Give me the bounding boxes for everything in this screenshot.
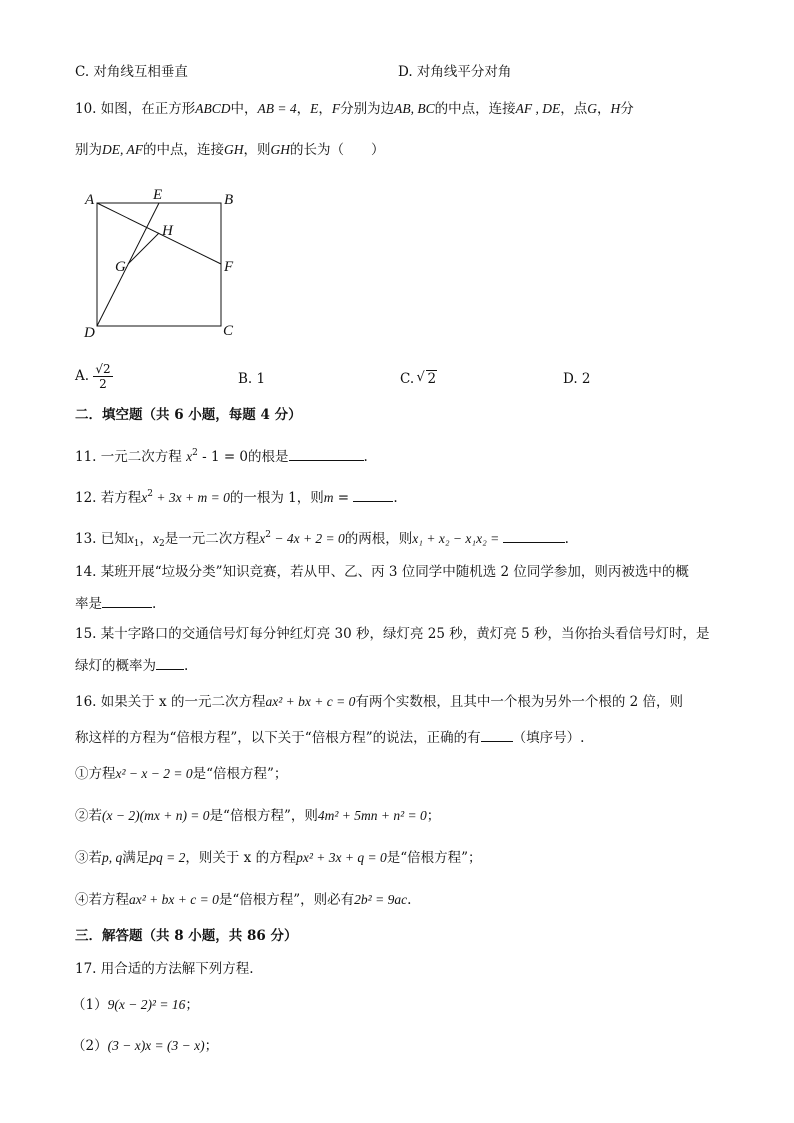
question-13: 13. 已知$x_1$，$x_2$是一元二次方程$x^2 - 4x + 2 = 0$的两根，则x₁ + x₂ − x₁x₂ = . bbox=[75, 530, 569, 549]
answer-blank[interactable] bbox=[481, 727, 513, 742]
label-e: E bbox=[153, 187, 163, 203]
question-17: 17. 用合适的方法解下列方程. bbox=[75, 961, 254, 977]
question-17-part-1: （1）9(x − 2)² = 16； bbox=[72, 997, 199, 1013]
statement-3: ③若p, q满足pq = 2，则关于 x 的方程px² + 3x + q = 0是“倍根方程”； bbox=[75, 850, 482, 866]
question-10-line2: 别为DE, AF的中点，连接GH，则GH的长为（ ） bbox=[75, 142, 385, 158]
option-d: D. 对角线平分对角 bbox=[398, 64, 512, 80]
label-h: H bbox=[162, 223, 173, 239]
question-16-line1: 16. 如果关于 x 的一元二次方程ax² + bx + c = 0有两个实数根，且其中一个根为另外一个根的 2 倍，则 bbox=[75, 694, 683, 710]
question-10-line1: 10. 如图，在正方形ABCD中，AB = 4，E，F分别为边AB, BC的中点，连接AF , DE，点G，H分 bbox=[75, 101, 634, 117]
q10-option-a: A. $\frac{√2}{2}$ bbox=[75, 362, 111, 391]
q10-option-c: C. √ 2 bbox=[400, 369, 437, 389]
option-c: C. 对角线互相垂直 bbox=[75, 64, 188, 80]
question-15-line2: 绿灯的概率为 . bbox=[75, 655, 188, 676]
label-b: B bbox=[224, 192, 234, 208]
fraction: $\frac{√2}{2}$ bbox=[95, 362, 111, 391]
label-d: D bbox=[84, 325, 95, 341]
statement-4: ④若方程ax² + bx + c = 0是“倍根方程”，则必有2b² = 9ac. bbox=[75, 892, 412, 908]
label-a: A bbox=[85, 192, 95, 208]
answer-blank[interactable] bbox=[289, 446, 364, 461]
section-3-title: 三．解答题（共 8 小题，共 86 分） bbox=[75, 928, 298, 944]
answer-blank[interactable] bbox=[503, 528, 565, 543]
answer-blank[interactable] bbox=[156, 655, 184, 670]
segment-gh bbox=[128, 233, 159, 264]
question-14-line1: 14. 某班开展“垃圾分类”知识竞赛，若从甲、乙、丙 3 位同学中随机选 2 位同学参加，则丙被选中的概 bbox=[75, 564, 689, 580]
label-c: C bbox=[223, 323, 234, 339]
label-g: G bbox=[115, 259, 126, 275]
question-11: 11. 一元二次方程 $x^2 - 1 = 0$的根是 . bbox=[75, 448, 368, 465]
section-2-title: 二．填空题（共 6 小题，每题 4 分） bbox=[75, 407, 302, 423]
question-17-part-2: （2）(3 − x)x = (3 − x)； bbox=[72, 1038, 219, 1054]
square-figure bbox=[80, 183, 250, 343]
label-f: F bbox=[224, 259, 234, 275]
statement-1: ①方程x² − x − 2 = 0是“倍根方程”； bbox=[75, 766, 288, 782]
answer-blank[interactable] bbox=[102, 593, 152, 608]
question-12: 12. 若方程$x^2 + 3x + m = 0$的一根为 1，则m = . bbox=[75, 489, 398, 506]
q10-option-d: D. 2 bbox=[563, 371, 591, 387]
segment-de bbox=[97, 203, 159, 326]
answer-blank[interactable] bbox=[353, 487, 393, 502]
question-14-line2: 率是 . bbox=[75, 593, 156, 614]
statement-2: ②若(x − 2)(mx + n) = 0是“倍根方程”，则4m² + 5mn + n² = 0； bbox=[75, 808, 441, 824]
q10-option-b: B. 1 bbox=[238, 371, 266, 387]
sqrt-symbol: √ 2 bbox=[418, 369, 437, 389]
question-16-line2: 称这样的方程为“倍根方程”，以下关于“倍根方程”的说法，正确的有 （填序号）. bbox=[75, 727, 584, 748]
question-15-line1: 15. 某十字路口的交通信号灯每分钟红灯亮 30 秒，绿灯亮 25 秒，黄灯亮 5 秒，当你抬头看信号灯时，是 bbox=[75, 626, 710, 642]
